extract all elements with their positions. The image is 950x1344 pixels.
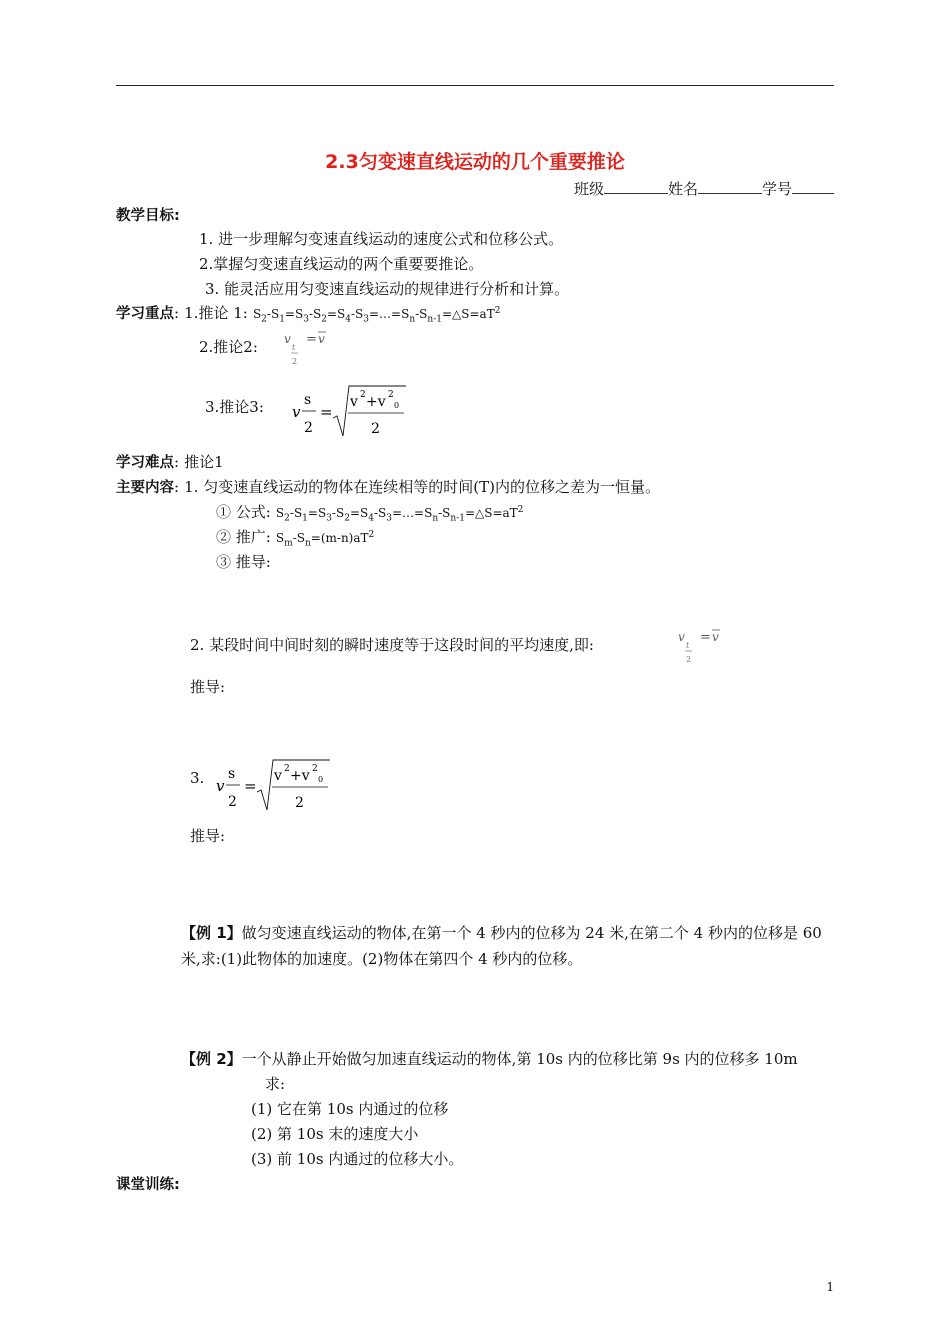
name-blank[interactable] [698,178,762,194]
example-2-ask: 求: [265,1075,286,1093]
svg-text:=: = [244,777,257,795]
name-label: 姓名 [667,180,698,198]
extend-formula: $S_m-S_n=(m-n)aT^2$ [275,530,375,549]
formula-mid-position-velocity [288,380,412,442]
practice-label: 课堂训练: [116,1177,180,1193]
page-title: 2.3匀变速直线运动的几个重要推论 [325,151,625,173]
goal-item: 2.掌握匀变速直线运动的两个重要要推论。 [199,255,484,273]
svg-text:v: v [350,394,358,410]
formula-mid-position-velocity-2 [212,754,336,816]
main-content-row [116,476,660,497]
formula-mid-velocity [280,328,340,370]
svg-text:v: v [274,768,282,784]
svg-text:+v: +v [366,394,386,410]
main-formula-row [216,501,523,523]
svg-text:2: 2 [360,390,366,400]
svg-text:0: 0 [318,775,324,784]
goal-item: 3. 能灵活应用匀变速直线运动的规律进行分析和计算。 [205,280,570,298]
svg-text:v: v [292,403,301,421]
svg-text:v: v [284,332,291,346]
example-2-item: (1) 它在第 10s 内通过的位移 [251,1100,449,1118]
svg-text:t: t [686,641,690,650]
formula-text: $S_2-S_1=S_3-S_2=S_4-S_3=\dots=S_n-S_{n-1}=\triangle S=aT^2$ [275,505,524,524]
derive-2-label: 推导: [190,678,226,696]
svg-text:s: s [228,766,236,782]
derive-label: ③ 推导: [216,553,271,571]
derive-3-label: 推导: [190,827,226,845]
svg-text:2: 2 [312,764,318,774]
svg-text:+v: +v [290,768,310,784]
svg-text:2: 2 [295,795,304,811]
svg-text:2: 2 [388,390,394,400]
main-item-1: 1. 匀变速直线运动的物体在连续相等的时间(T)内的位移之差为一恒量。 [184,478,660,496]
formula-mid-velocity-2 [674,626,734,668]
svg-text:2: 2 [371,421,380,437]
example-2-text: 一个从静止开始做匀加速直线运动的物体,第 10s 内的位移比第 9s 内的位移多 10m [241,1050,798,1068]
header-rule [116,85,834,86]
svg-text:=: = [700,630,711,645]
main-item-3-prefix: 3. [190,769,205,787]
extend-row [216,526,374,548]
svg-text:2: 2 [304,420,313,436]
svg-text:v: v [678,630,685,644]
svg-text:v: v [318,332,325,346]
key-point-1-prefix: 1.推论 1: [184,304,248,322]
svg-text:v: v [712,630,719,644]
example-2-item: (2) 第 10s 末的速度大小 [251,1125,419,1143]
svg-text:2: 2 [284,764,290,774]
svg-text:=: = [320,403,333,421]
goals-label: 教学目标: [116,208,180,224]
example-2-item: (3) 前 10s 内通过的位移大小。 [251,1150,464,1168]
number-blank[interactable] [792,178,834,194]
svg-text:=: = [306,332,317,347]
class-label: 班级 [573,180,604,198]
extend-label: ② 推广: [216,528,271,546]
example-1 [181,920,837,972]
difficulty-label: 学习难点 [116,455,174,471]
example-1-label: 【例 1】 [181,924,242,942]
key-point-1-formula: $S_2-S_1=S_3-S_2=S_4-S_3=\dots=S_n-S_{n-1}=\triangle S=aT^2$ [252,306,501,325]
key-point-2-prefix: 2.推论2: [199,338,258,356]
main-item-2: 2. 某段时间中间时刻的瞬时速度等于这段时间的平均速度,即: [190,636,594,654]
class-blank[interactable] [604,178,668,194]
svg-text:0: 0 [394,401,400,410]
key-point-3-prefix: 3.推论3: [205,398,264,416]
example-1-text: 做匀变速直线运动的物体,在第一个 4 秒内的位移为 24 米,在第二个 4 秒内的位移是 60 米,求:(1)此物体的加速度。(2)物体在第四个 4 秒内的位移。 [181,924,822,968]
key-points-row [116,302,500,324]
svg-text:s: s [304,392,312,408]
svg-text:2: 2 [292,357,298,366]
number-label: 学号 [761,180,792,198]
student-fields [574,178,834,199]
example-2-label: 【例 2】 [181,1050,242,1068]
page-number: 1 [826,1280,834,1294]
colon: : [174,453,180,471]
colon: : [174,478,180,496]
svg-text:t: t [292,343,296,352]
svg-text:v: v [216,777,225,795]
key-points-label: 学习重点 [116,306,174,322]
svg-text:2: 2 [228,794,237,810]
difficulty-text: 推论1 [184,453,224,471]
goal-item: 1. 进一步理解匀变速直线运动的速度公式和位移公式。 [199,230,564,248]
formula-label: ① 公式: [216,503,271,521]
svg-text:2: 2 [686,655,692,664]
difficulty-row [116,451,224,472]
example-2 [181,1048,798,1069]
colon: : [174,304,180,322]
main-content-label: 主要内容 [116,480,174,496]
